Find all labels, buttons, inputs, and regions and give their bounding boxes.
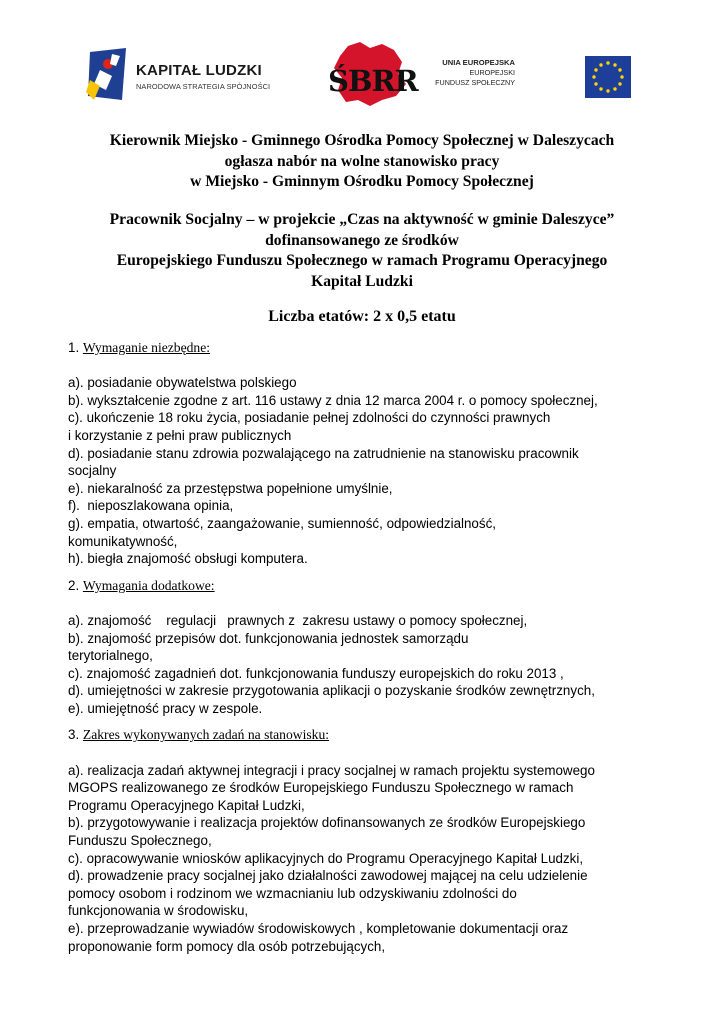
header-line-3: w Miejsko - Gminnym Ośrodku Pomocy Społecznej [190,173,534,190]
eu-flag-icon [585,56,631,98]
requirement-line: funkcjonowania w środowisku, [68,903,249,919]
position-line-3: Europejskiego Funduszu Społecznego w ramach Programu Operacyjnego [116,252,608,269]
section-3 [68,726,668,955]
spacer [68,568,668,577]
sbrr-logo [322,40,418,110]
requirement-line: komunikatywność, [68,533,178,549]
eu-line-2: EUROPEJSKI [469,68,515,77]
requirement-line: d). posiadanie stanu zdrowia pozwalającego na zatrudnienie na stanowisku pracownik [68,445,579,461]
eu-line-3: FUNDUSZ SPOŁECZNY [435,78,515,87]
requirements-body [68,339,668,955]
requirement-line: c). ukończenie 18 roku życia, posiadanie pełnej zdolności do czynności prawnych [68,410,551,426]
position-line-1: Pracownik Socjalny – w projekcie „Czas na aktywność w gminie Daleszyce” [109,211,615,228]
requirement-line: e). niekaralność za przestępstwa popełnione umyślnie, [68,480,393,496]
requirement-line: b). znajomość przepisów dot. funkcjonowania jednostek samorządu [68,630,469,646]
positions-count: Liczba etatów: 2 x 0,5 etatu [268,308,456,325]
position-line-2: dofinansowanego ze środków [265,231,459,249]
spacer [68,594,668,612]
requirement-line: Funduszu Społecznego, [68,833,212,849]
sbrr-text: ŚBRR [328,64,418,98]
section-title: Zakres wykonywanych zadań na stanowisku: [82,727,330,743]
kapital-ludzki-subtitle: NARODOWA STRATEGIA SPÓJNOŚCI [136,82,271,91]
announcement-header [40,131,684,193]
requirement-line: terytorialnego, [68,648,153,664]
section-heading [68,577,668,595]
requirement-line: i korzystanie z pełni praw publicznych [68,427,292,443]
requirement-line: Programu Operacyjnego Kapitał Ludzki, [68,797,305,813]
logo-bar [0,40,724,110]
section-title: Wymaganie niezbędne: [82,340,211,355]
kapital-ludzki-title: KAPITAŁ LUDZKI [136,62,262,79]
section-heading [68,339,668,357]
section-number: 3. [68,727,80,743]
kapital-ludzki-emblem-icon [86,46,132,106]
eu-line-1: UNIA EUROPEJSKA [442,58,515,67]
requirement-line: e). przeprowadzanie wywiadów środowiskowych , kompletowanie dokumentacji oraz [68,921,569,936]
requirement-line: d). prowadzenie pracy socjalnej jako działalności zawodowej mającej na celu udzielenie [68,868,588,884]
spacer [68,717,668,726]
requirement-line: b). przygotowywanie i realizacja projektów dofinansowanych ze środków Europejskiego [68,815,586,831]
requirement-line: g). empatia, otwartość, zaangażowanie, sumienność, odpowiedzialność, [68,515,496,531]
requirement-line: MGOPS realizowanego ze środków Europejskiego Funduszu Społecznego w ramach [68,780,574,796]
eu-logo [435,54,632,100]
spacer [68,357,668,375]
spacer [68,744,668,762]
section-title: Wymagania dodatkowe: [82,577,215,593]
section-1 [68,339,668,577]
position-title [40,210,684,292]
section-number: 1. [68,340,80,355]
requirement-line: a). znajomość regulacji prawnych z zakresu ustawy o pomocy społecznej, [68,612,528,628]
section-2 [68,577,668,727]
section-number: 2. [68,577,80,593]
requirement-line: f). nieposzlakowana opinia, [68,498,234,514]
requirement-line: e). umiejętność pracy w zespole. [68,700,263,716]
requirement-line: socjalny [68,463,117,479]
requirement-line: d). umiejętności w zakresie przygotowania aplikacji o pozyskanie środków zewnętrznych, [68,683,595,699]
section-heading [68,726,668,744]
requirement-line: proponowanie form pomocy dla osób potrzebujących, [68,938,386,954]
requirement-line: b). wykształcenie zgodne z art. 116 ustawy z dnia 12 marca 2004 r. o pomocy społecznej, [68,392,598,408]
header-line-1: Kierownik Miejsko - Gminnego Ośrodka Pomocy Społecznej w Daleszycach [109,132,615,149]
requirement-line: h). biegła znajomość obsługi komputera. [68,551,308,567]
requirement-line: c). znajomość zagadnień dot. funkcjonowania funduszy europejskich do roku 2013 , [68,665,564,681]
sections-container [68,339,668,955]
requirement-line: a). posiadanie obywatelstwa polskiego [68,375,297,391]
header-line-2: ogłasza nabór na wolne stanowisko pracy [224,152,500,170]
kapital-ludzki-logo [86,46,286,106]
requirement-line: c). opracowywanie wniosków aplikacyjnych do Programu Operacyjnego Kapitał Ludzki, [68,850,584,866]
requirement-line: a). realizacja zadań aktywnej integracji i pracy socjalnej w ramach projektu systemowego [68,762,595,778]
requirement-line: pomocy osobom i rodzinom we wzmacnianiu lub odzyskiwaniu zdolności do [68,885,517,901]
position-line-4: Kapitał Ludzki [311,272,413,290]
